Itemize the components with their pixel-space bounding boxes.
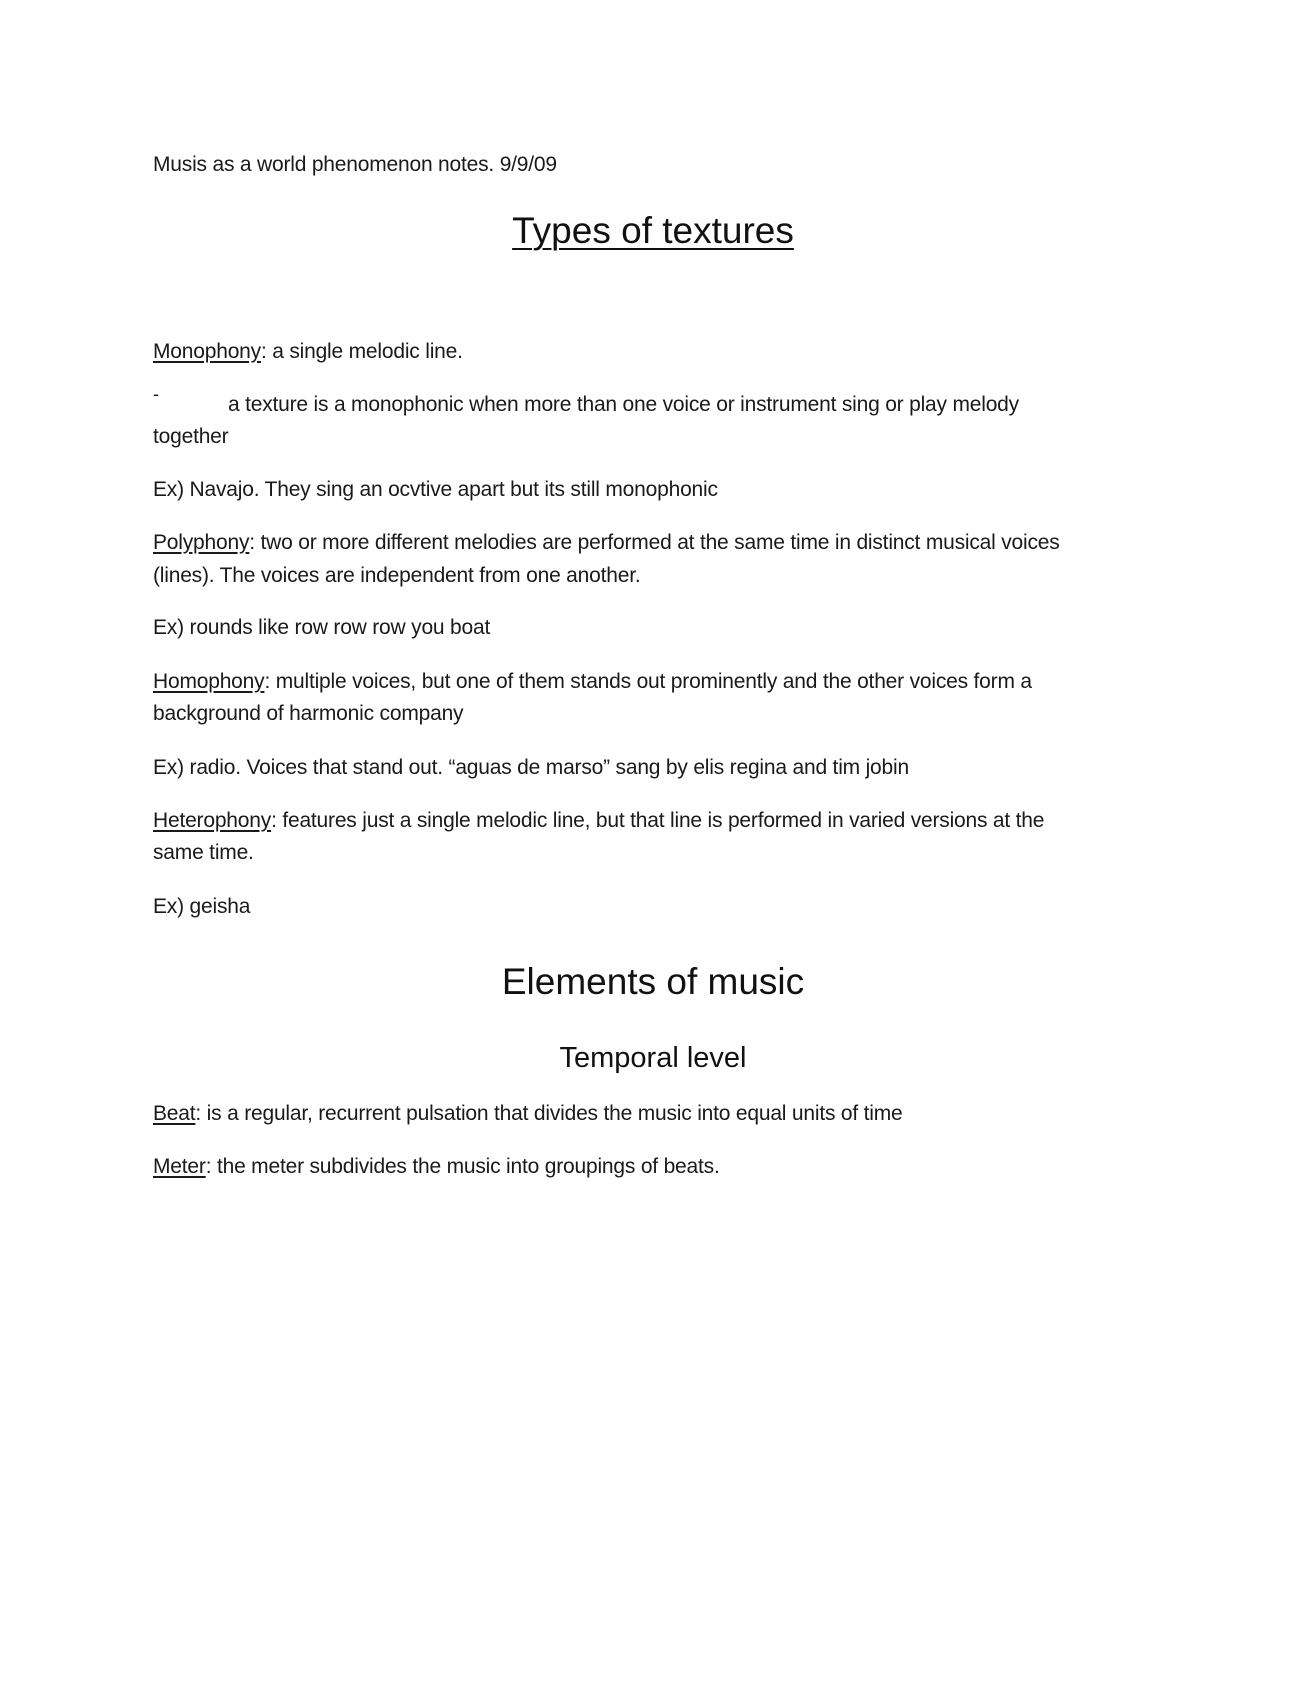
polyphony-definition: : two or more different melodies are performed at the same time in distinct musical voices — [249, 531, 1060, 554]
section-title-textures: Types of textures — [512, 210, 794, 251]
monophony-bullet-line2: together — [153, 425, 229, 448]
heterophony-paragraph — [153, 805, 1044, 837]
heterophony-example: Ex) geisha — [153, 895, 251, 918]
meter-paragraph — [153, 1151, 720, 1183]
polyphony-term: Polyphony — [153, 531, 250, 554]
meter-definition: : the meter subdivides the music into groupings of beats. — [205, 1155, 720, 1178]
beat-term: Beat — [153, 1102, 196, 1125]
monophony-example: Ex) Navajo. They sing an ocvtive apart but its still monophonic — [153, 478, 718, 501]
section-subtitle-temporal: Temporal level — [559, 1042, 747, 1074]
polyphony-example: Ex) rounds like row row row you boat — [153, 616, 491, 639]
homophony-definition: : multiple voices, but one of them stands out prominently and the other voices form a — [264, 670, 1032, 693]
monophony-definition: : a single melodic line. — [260, 340, 463, 363]
homophony-example: Ex) radio. Voices that stand out. “aguas de marso” sang by elis regina and tim jobin — [153, 756, 909, 779]
heterophony-definition-line2: same time. — [153, 841, 254, 864]
beat-definition: : is a regular, recurrent pulsation that divides the music into equal units of time — [195, 1102, 903, 1125]
section-title-elements: Elements of music — [501, 961, 805, 1002]
monophony-bullet-line1: a texture is a monophonic when more than one voice or instrument sing or play melody — [228, 393, 1019, 416]
heterophony-term: Heterophony — [153, 809, 272, 832]
header-note: Musis as a world phenomenon notes. 9/9/09 — [153, 153, 557, 176]
polyphony-definition-line2: (lines). The voices are independent from one another. — [153, 564, 641, 587]
homophony-term: Homophony — [153, 670, 265, 693]
meter-term: Meter — [153, 1155, 206, 1178]
monophony-term: Monophony — [153, 340, 261, 363]
heterophony-definition: : features just a single melodic line, but that line is performed in varied versions at the — [271, 809, 1045, 832]
homophony-paragraph — [153, 666, 1032, 698]
monophony-paragraph — [153, 336, 463, 368]
beat-paragraph — [153, 1098, 903, 1130]
polyphony-paragraph — [153, 527, 1060, 559]
homophony-definition-line2: background of harmonic company — [153, 702, 464, 725]
bullet-dash: - — [153, 384, 159, 404]
